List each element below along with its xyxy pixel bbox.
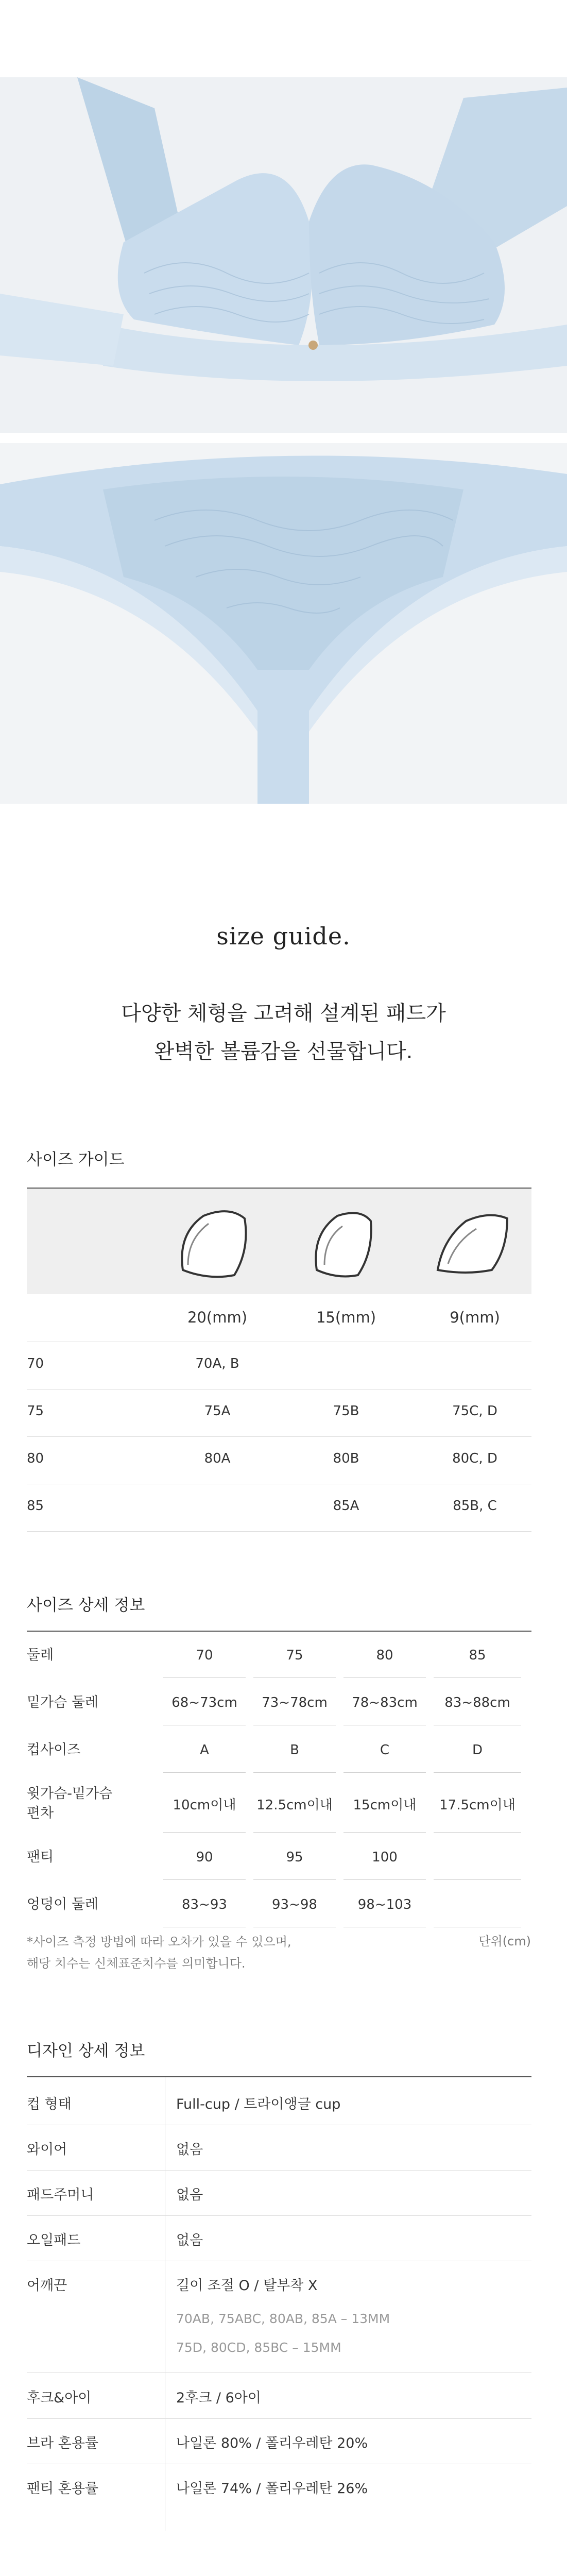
table-row xyxy=(27,1775,531,1832)
row-value: 없음 xyxy=(176,2187,203,2203)
size-cell: 75C, D xyxy=(452,1403,497,1419)
cup-20mm-icon xyxy=(173,1203,255,1285)
size-cell: 85A xyxy=(333,1498,359,1514)
size-cell: 85B, C xyxy=(453,1498,497,1514)
value-cell: 80 xyxy=(343,1633,426,1678)
value-cell: A xyxy=(163,1728,246,1773)
table-row xyxy=(27,2386,531,2419)
size-detail-divider xyxy=(27,1631,531,1632)
table-row xyxy=(27,1342,531,1389)
measurement-note xyxy=(27,1931,291,1974)
row-value: 없음 xyxy=(176,2142,203,2158)
strap-width-note-2: 75D, 80CD, 85BC – 15MM xyxy=(176,2340,341,2355)
cup-thickness-header xyxy=(27,1294,531,1342)
row-label: 어깨끈 xyxy=(27,2278,67,2294)
table-row xyxy=(27,1835,531,1879)
value-cell: 75 xyxy=(253,1633,336,1678)
row-label: 둘레 xyxy=(27,1647,54,1663)
cup-label-9: 9(mm) xyxy=(450,1309,500,1326)
value-cell: D xyxy=(434,1728,521,1773)
value-cell: 100 xyxy=(343,1835,426,1880)
value-cell: 90 xyxy=(163,1835,246,1880)
value-cell: 15cm이내 xyxy=(343,1775,426,1833)
design-detail-divider xyxy=(27,2076,531,2077)
table-row xyxy=(27,2183,531,2216)
row-label: 브라 혼용률 xyxy=(27,2435,98,2451)
size-guide-title: 사이즈 가이드 xyxy=(27,1150,125,1169)
table-row xyxy=(27,2229,531,2261)
unit-label: 단위(cm) xyxy=(478,1934,531,1948)
row-value: 나일론 80% / 폴리우레탄 20% xyxy=(176,2435,368,2451)
strap-width-note-1: 70AB, 75ABC, 80AB, 85A – 13MM xyxy=(176,2311,390,2326)
size-detail-title: 사이즈 상세 정보 xyxy=(27,1596,145,1615)
size-cell: 80C, D xyxy=(452,1451,497,1466)
table-row xyxy=(27,1484,531,1532)
value-cell: 83~88cm xyxy=(434,1681,521,1725)
note-line-1: *사이즈 측정 방법에 따라 오차가 있을 수 있으며, xyxy=(27,1935,291,1949)
table-row xyxy=(27,2477,531,2509)
size-cell: 70A, B xyxy=(195,1356,239,1371)
band-cell: 70 xyxy=(27,1356,44,1371)
row-value: 2후크 / 6아이 xyxy=(176,2390,261,2406)
cup-label-15: 15(mm) xyxy=(316,1309,376,1326)
table-row xyxy=(27,2274,531,2372)
row-label: 팬티 xyxy=(27,1849,54,1865)
value-cell: 78~83cm xyxy=(343,1681,426,1725)
hero-line-2: 완벽한 볼륨감을 선물합니다. xyxy=(154,1040,413,1063)
value-cell: 95 xyxy=(253,1835,336,1880)
table-row xyxy=(27,1883,531,1927)
size-cell: 75B xyxy=(333,1403,359,1419)
value-cell xyxy=(434,1883,521,1927)
band-cell: 80 xyxy=(27,1451,44,1466)
value-cell: 68~73cm xyxy=(163,1681,246,1725)
hero-line-1: 다양한 체형을 고려해 설계된 패드가 xyxy=(121,1002,446,1025)
row-value: 없음 xyxy=(176,2232,203,2248)
value-cell: 10cm이내 xyxy=(163,1775,246,1833)
cup-label-20: 20(mm) xyxy=(187,1309,248,1326)
size-cell: 75A xyxy=(204,1403,231,1419)
table-row xyxy=(27,2432,531,2464)
row-label: 후크&아이 xyxy=(27,2390,92,2406)
size-cell: 80A xyxy=(204,1451,231,1466)
note-line-2: 해당 치수는 신체표준치수를 의미합니다. xyxy=(27,1956,246,1971)
row-label: 밑가슴 둘레 xyxy=(27,1694,98,1710)
value-cell: B xyxy=(253,1728,336,1773)
cup-9mm-icon xyxy=(430,1203,512,1285)
row-label: 와이어 xyxy=(27,2142,67,2158)
size-guide-hero xyxy=(0,922,567,1071)
band-cell: 85 xyxy=(27,1498,44,1514)
row-label: 패드주머니 xyxy=(27,2187,94,2203)
table-row xyxy=(27,2093,531,2125)
value-cell: 70 xyxy=(163,1633,246,1678)
table-row xyxy=(27,2138,531,2171)
value-cell: 85 xyxy=(434,1633,521,1678)
row-label: 컵사이즈 xyxy=(27,1742,81,1758)
design-detail-title: 디자인 상세 정보 xyxy=(27,2042,145,2060)
row-label: 엉덩이 둘레 xyxy=(27,1896,98,1912)
value-cell: 73~78cm xyxy=(253,1681,336,1725)
row-label: 팬티 혼용률 xyxy=(27,2481,98,2497)
value-cell: 98~103 xyxy=(343,1883,426,1927)
row-label: 오일패드 xyxy=(27,2232,81,2248)
value-cell: 17.5cm이내 xyxy=(434,1775,521,1833)
table-row xyxy=(27,1633,531,1677)
value-cell: 12.5cm이내 xyxy=(253,1775,336,1833)
value-cell: 93~98 xyxy=(253,1883,336,1927)
size-cell: 80B xyxy=(333,1451,359,1466)
hero-kicker: size guide. xyxy=(216,922,351,950)
table-row xyxy=(27,1389,531,1437)
row-label: 컵 형태 xyxy=(27,2096,72,2112)
row-value: 길이 조절 O / 탈부착 X xyxy=(176,2278,318,2294)
row-label: 윗가슴-밑가슴 편차 xyxy=(27,1786,113,1821)
panty-product-photo xyxy=(0,443,567,804)
table-row xyxy=(27,1436,531,1484)
band-cell: 75 xyxy=(27,1403,44,1419)
bra-product-photo xyxy=(0,77,567,433)
table-row xyxy=(27,1728,531,1772)
row-value: Full-cup / 트라이앵글 cup xyxy=(176,2096,341,2112)
value-cell xyxy=(434,1835,521,1880)
row-value: 나일론 74% / 폴리우레탄 26% xyxy=(176,2481,368,2497)
cup-15mm-icon xyxy=(301,1203,384,1285)
value-cell: C xyxy=(343,1728,426,1773)
table-row xyxy=(27,1681,531,1725)
value-cell: 83~93 xyxy=(163,1883,246,1927)
